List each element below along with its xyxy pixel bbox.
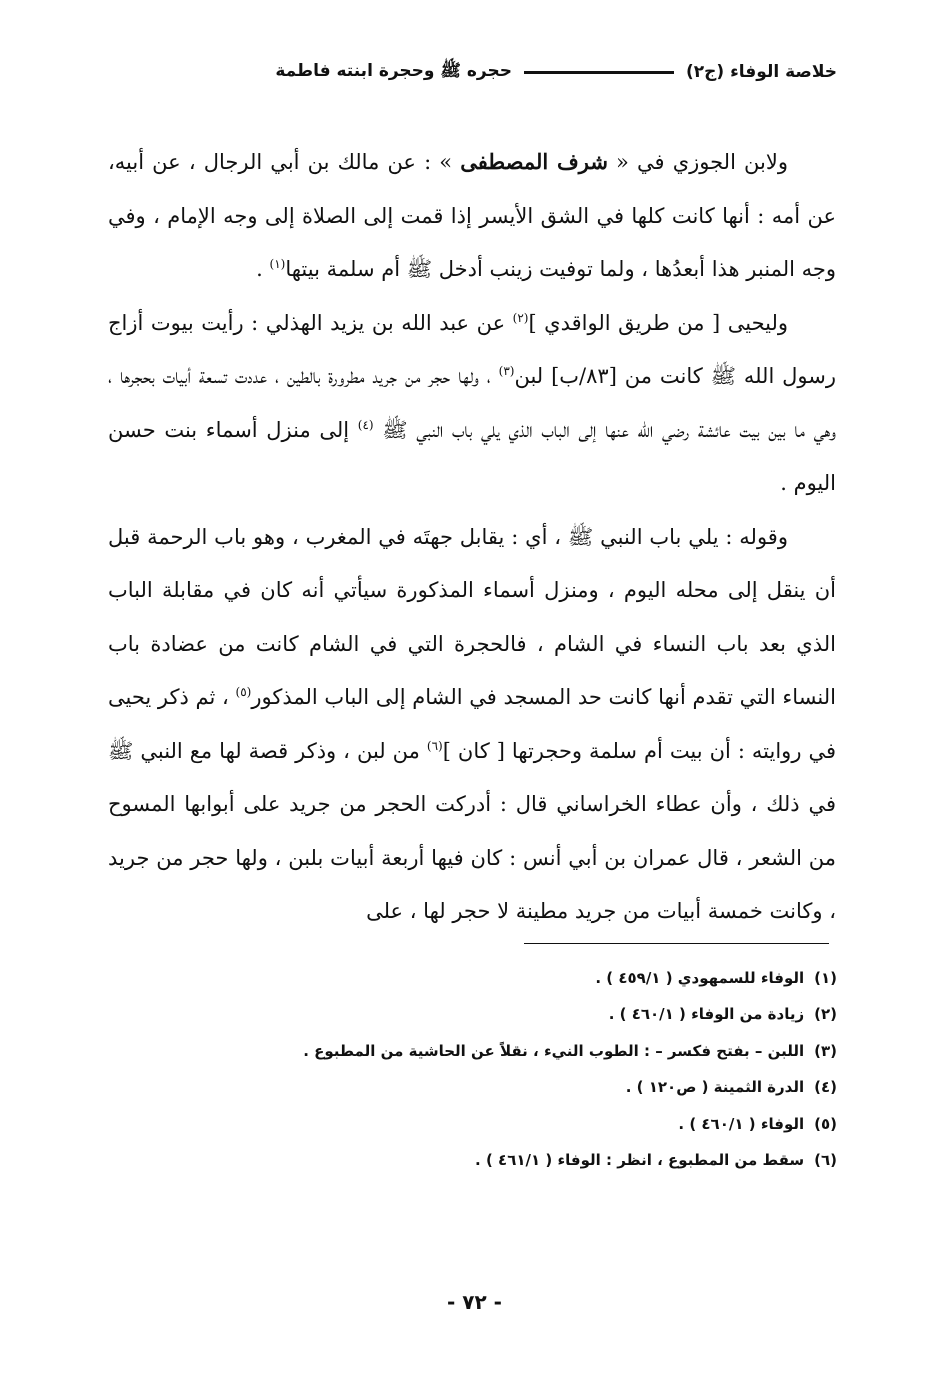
footnote-text: اللبن – بفتح فكسر – : الطوب النيء ، نقلاً عن الحاشية من المطبوع . bbox=[303, 1041, 805, 1060]
footnote-ref: (٢) bbox=[512, 310, 529, 325]
header-rule bbox=[524, 71, 674, 74]
running-header bbox=[112, 52, 837, 92]
footnote-item bbox=[137, 996, 837, 1032]
paragraph-3 bbox=[108, 511, 836, 939]
paragraph-text: وليحيى [ من طريق الواقدي ] bbox=[528, 310, 788, 335]
header-book-title: خلاصة الوفاء (ج٢) bbox=[685, 62, 837, 82]
footnote-text: الوفاء للسمهودي ( ٤٥٩/١ ) . bbox=[595, 969, 805, 987]
footnote-number: (١) bbox=[814, 969, 837, 987]
footnote-number: (٦) bbox=[814, 1151, 837, 1170]
footnote-number: (٤) bbox=[814, 1078, 837, 1097]
footnote-ref: (٥) bbox=[235, 685, 252, 699]
footnote-text: الوفاء ( ٤٦٠/١ ) . bbox=[678, 1114, 805, 1133]
footnote-number: (٣) bbox=[814, 1041, 837, 1060]
paragraph-2 bbox=[108, 297, 836, 511]
footnote-ref: (٣) bbox=[498, 364, 515, 378]
footnote-item bbox=[137, 960, 837, 996]
paragraph-text: ولابن الجوزي في « bbox=[607, 150, 788, 174]
paragraph-text: وقوله : يلي باب النبي ﷺ ، أي : يقابل جهتَه في المغرب ، وهو باب الرحمة قبل أن ينقل إلى محله اليوم ، ومنزل أسماء المذكورة سيأتي أنه كان في مقابلة الباب الذي بعد باب النساء في الشام ، فالحجرة التي في الشام كانت من عضادة باب النساء التي تقدم أنها كانت حد المسجد في الشام إلى الباب المذكور bbox=[108, 524, 836, 709]
footnote-number: (٥) bbox=[814, 1114, 837, 1133]
paragraph-text: . bbox=[256, 257, 270, 281]
book-title-bold: شرف المصطفى bbox=[460, 149, 608, 174]
paragraph-1 bbox=[108, 135, 836, 297]
footnote-text: سقط من المطبوع ، انظر : الوفاء ( ٤٦١/١ ) . bbox=[475, 1151, 805, 1170]
footnote-item bbox=[137, 1033, 837, 1069]
footnote-item bbox=[137, 1069, 837, 1105]
footnote-number: (٢) bbox=[814, 1005, 837, 1024]
footnote-ref: (١) bbox=[269, 257, 286, 271]
paragraph-text: » : عن مالك بن أبي الرجال ، عن أبيه، عن أمه : أنها كانت كلها في الشق الأيسر إذا قمت إلى الصلاة إلى وجه الإمام ، وفي وجه المنبر هذا أبعدُها ، ولما توفيت زينب أدخل ﷺ أم سلمة بيتها bbox=[108, 150, 836, 281]
footnote-item bbox=[137, 1142, 837, 1178]
main-text bbox=[108, 135, 836, 939]
footnote-text: زيادة من الوفاء ( ٤٦٠/١ ) . bbox=[608, 1005, 805, 1024]
footnote-separator bbox=[524, 943, 829, 944]
page-number: - ٧٢ - bbox=[447, 1290, 502, 1314]
paragraph-text: من لبن ، وذكر قصة لها مع النبي ﷺ في ذلك ، وأن عطاء الخراساني قال : أدركت الحجر من جريد على أبوابها المسوح من الشعر ، قال عمران بن أبي أنس : كان فيها أربعة أبيات بلبن ، ولها حجر من جريد ، وكانت خمسة أبيات من جريد مطينة لا حجر لها ، على bbox=[108, 738, 836, 923]
footnote-ref: (٦) bbox=[426, 738, 443, 753]
paragraph-text: ، ثم ذكر يحيى في روايته : أن بيت أم سلمة وحجرتها [ كان ] bbox=[108, 685, 836, 763]
paragraph-text: ، ولها حجر من جريد مطرورة بالطين ، عددت تسعة أبيات بحجرها ، وهي ما بين بيت عائشة رضي الله عنها إلى الباب الذي يلي باب النبي ﷺ bbox=[108, 364, 837, 442]
paragraph-text: عن عبد الله بن يزيد الهذلي : رأيت بيوت أزاج رسول الله ﷺ كانت من [٨٣/ب] لبن bbox=[108, 310, 836, 388]
footnote-text: الدرة الثمينة ( ص١٢٠ ) . bbox=[625, 1078, 805, 1097]
footnote-ref: (٤) bbox=[357, 417, 374, 432]
footnote-item bbox=[137, 1106, 837, 1142]
header-chapter-title: حجره ﷺ وحجرة ابنته فاطمة bbox=[275, 60, 512, 81]
paragraph-text: إلى منزل أسماء بنت حسن اليوم . bbox=[108, 417, 836, 495]
footnotes bbox=[137, 960, 837, 1178]
